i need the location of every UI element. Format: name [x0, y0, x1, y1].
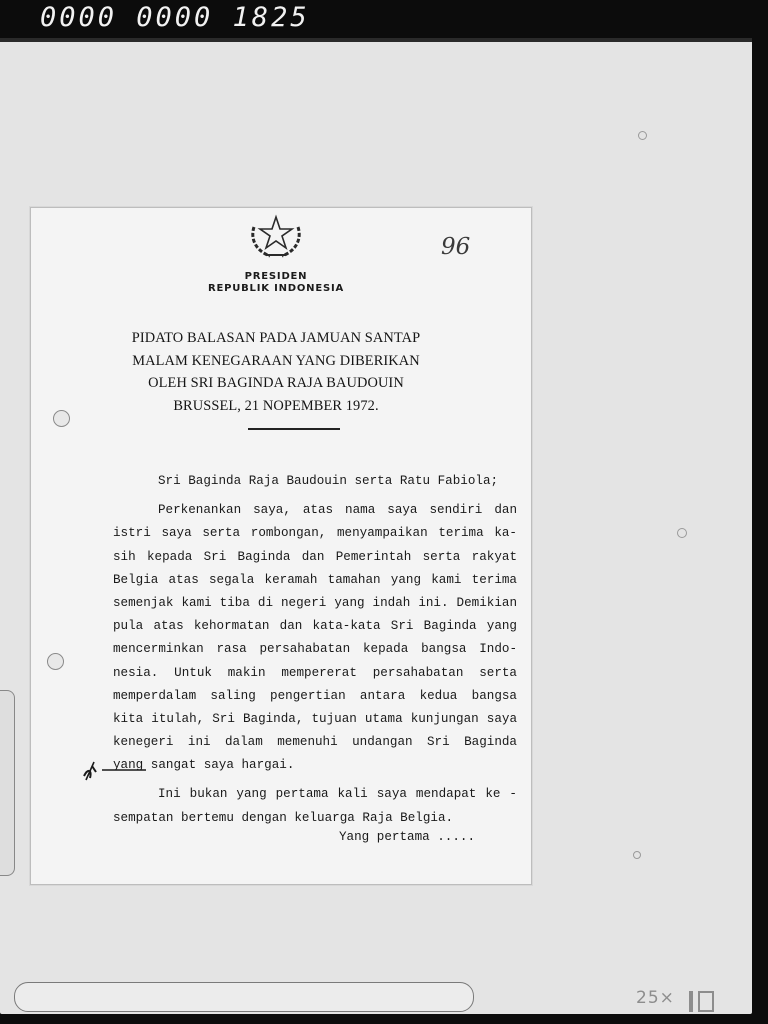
- body-line: istri saya serta rombongan, menyampaikan terima ka-: [113, 526, 517, 541]
- body-line: yang sangat saya hargai.: [113, 758, 295, 773]
- body-line: Perkenankan saya, atas nama saya sendiri dan: [158, 503, 517, 518]
- folio-number: 96: [441, 234, 471, 260]
- body-line: Belgia atas segala keramah tamahan yang kami terima: [113, 572, 517, 587]
- reduction-box-glyph: [698, 991, 714, 1012]
- body-line: semenjak kami tiba di negeri yang indah ini. Demikian: [113, 595, 517, 610]
- reduction-ratio: 25×: [636, 988, 675, 1008]
- body-line: Ini bukan yang pertama kali saya mendapat ke -: [158, 787, 517, 802]
- presidential-seal-icon: [244, 213, 308, 259]
- film-sheet-edge: [0, 38, 752, 42]
- title-line: MALAM KENEGARAAN YANG DIBERIKAN: [132, 352, 420, 369]
- title-rule: [248, 428, 340, 430]
- speech-title: [101, 327, 451, 417]
- film-speck: [677, 528, 687, 538]
- reduction-bar-glyph: [689, 991, 693, 1012]
- side-tab: [0, 690, 15, 876]
- punch-hole: [53, 410, 70, 427]
- title-line: OLEH SRI BAGINDA RAJA BAUDOUIN: [148, 375, 404, 391]
- letterhead-line: PRESIDEN: [244, 271, 308, 282]
- body-line: nesia. Untuk makin mempererat persahabatan serta: [113, 665, 517, 680]
- speech-body: [113, 470, 517, 830]
- body-line: sih kepada Sri Baginda dan Pemerintah serta rakyat: [113, 549, 517, 564]
- title-line: BRUSSEL, 21 NOPEMBER 1972.: [173, 397, 379, 414]
- body-line: memperdalam saling pengertian antara kedua bangsa: [113, 688, 517, 703]
- title-line: PIDATO BALASAN PADA JAMUAN SANTAP: [131, 330, 421, 346]
- continuation-catchword: Yang pertama .....: [339, 830, 476, 844]
- bottom-rail: [14, 982, 474, 1012]
- film-speck: [638, 131, 647, 140]
- letterhead: [181, 271, 371, 295]
- body-line: mencerminkan rasa persahabatan kepada bangsa Indo-: [113, 642, 517, 657]
- punch-hole: [47, 653, 64, 670]
- frame-code: 0000 0000 1825: [40, 2, 310, 33]
- body-line: pula atas kehormatan dan kata-kata Sri Baginda yang: [113, 619, 517, 634]
- film-speck: [633, 851, 641, 859]
- margin-annotation-icon: [82, 758, 150, 784]
- salutation: Sri Baginda Raja Baudouin serta Ratu Fabiola;: [158, 474, 499, 488]
- letterhead-line: REPUBLIK INDONESIA: [207, 283, 345, 294]
- body-line: sempatan bertemu dengan keluarga Raja Belgia.: [113, 810, 454, 825]
- body-line: kita itulah, Sri Baginda, tujuan utama kunjungan saya: [113, 711, 517, 726]
- body-line: kenegeri ini dalam memenuhi undangan Sri Baginda: [113, 735, 517, 750]
